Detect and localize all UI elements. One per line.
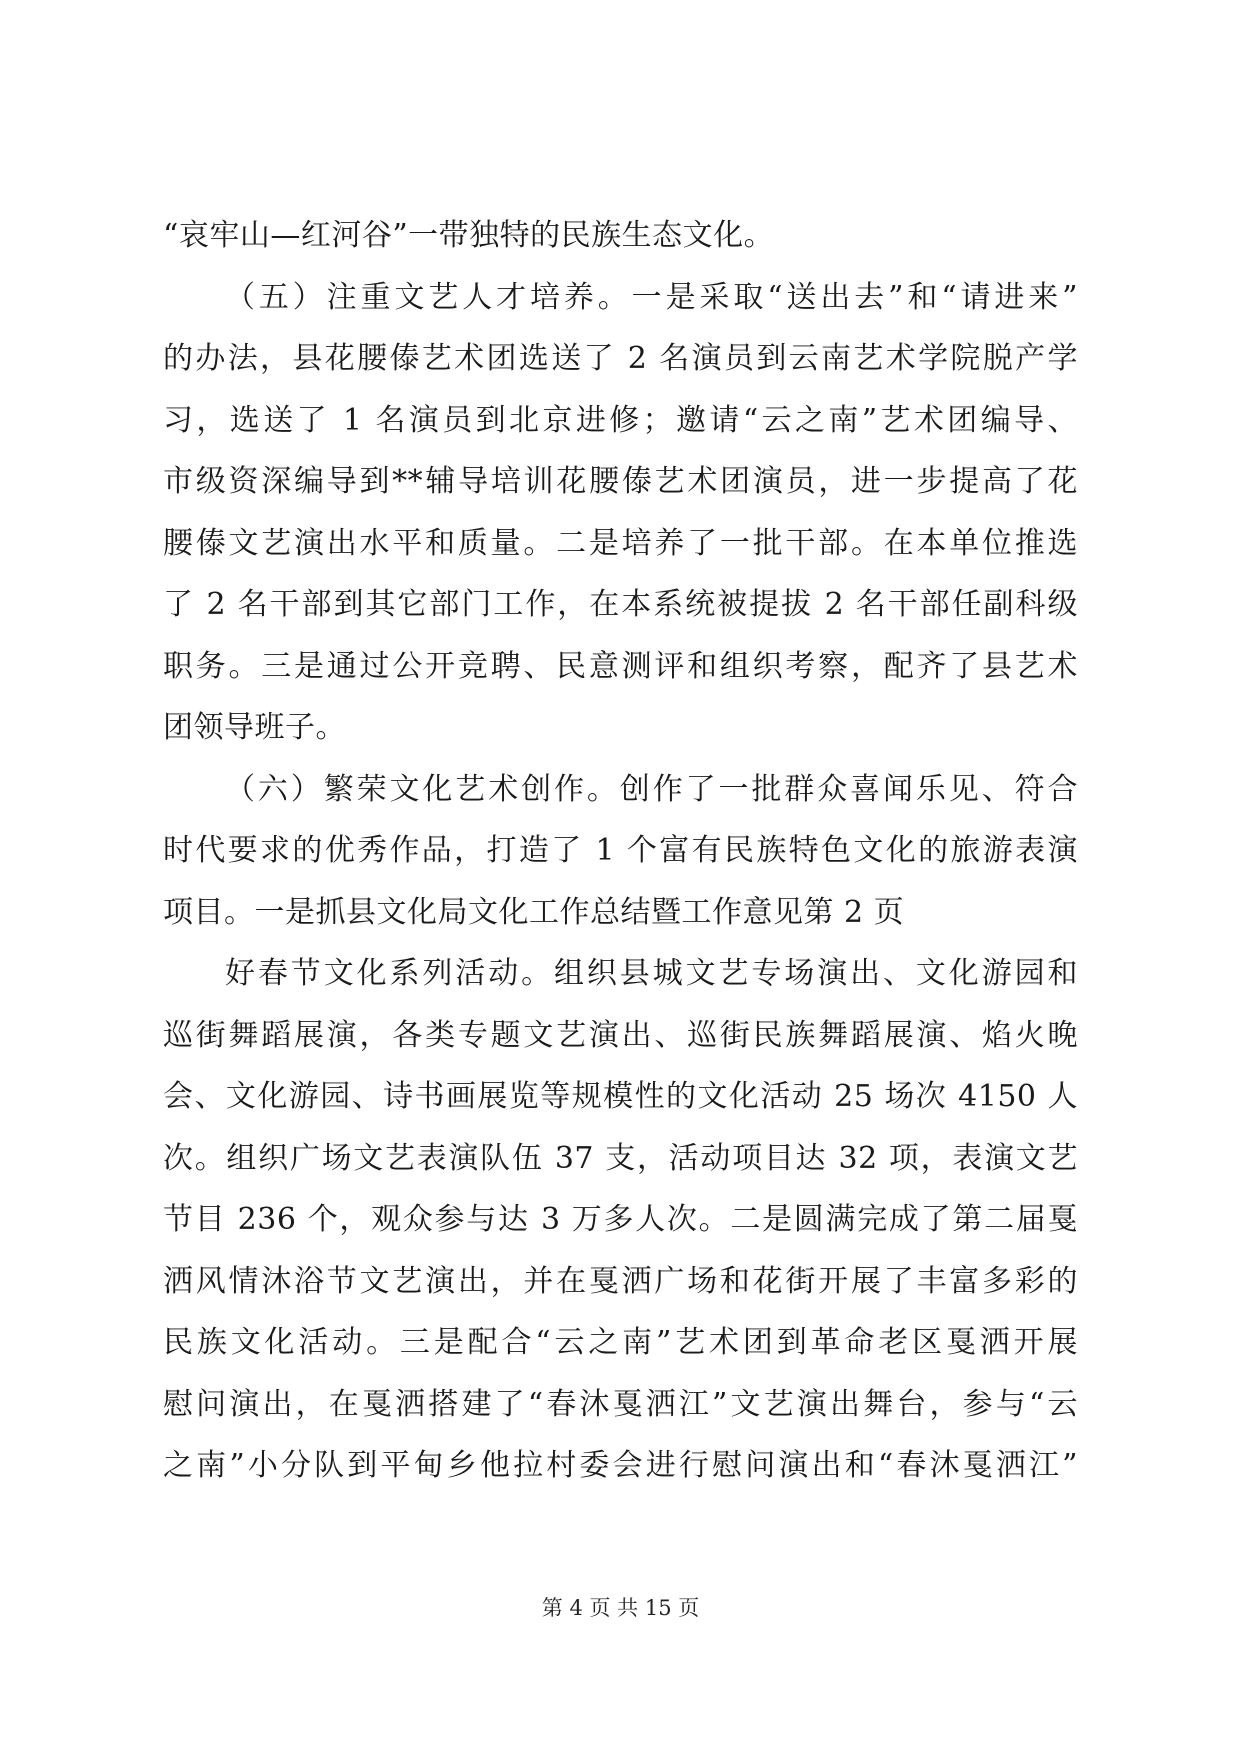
text-line: 洒风情沐浴节文艺演出，并在戛洒广场和花街开展了丰富多彩的 — [163, 1263, 1078, 1299]
text-line: 习，选送了 1 名演员到北京进修；邀请“云之南”艺术团编导、 — [163, 402, 1078, 438]
text-line: 民族文化活动。三是配合“云之南”艺术团到革命老区戛洒开展 — [163, 1325, 1078, 1360]
text-line: 市级资深编导到**辅导培训花腰傣艺术团演员，进一步提高了花 — [163, 464, 1078, 499]
text-line: 巡街舞蹈展演，各类专题文艺演出、巡街民族舞蹈展演、焰火晚 — [163, 1017, 1078, 1053]
paragraph-start-line: 好春节文化系列活动。组织县城文艺专场演出、文化游园和 — [225, 956, 1078, 991]
paragraph-start-line: （五）注重文艺人才培养。一是采取“送出去”和“请进来” — [225, 279, 1078, 315]
text-line: 项目。一是抓县文化局文化工作总结暨工作意见第 2 页 — [163, 894, 905, 930]
text-line: 慰问演出，在戛洒搭建了“春沐戛洒江”文艺演出舞台，参与“云 — [163, 1386, 1078, 1422]
page-number-footer: 第 4 页 共 15 页 — [541, 1596, 700, 1620]
text-line: 会、文化游园、诗书画展览等规模性的文化活动 25 场次 4150 人 — [163, 1079, 1078, 1114]
text-line: 次。组织广场文艺表演队伍 37 支，活动项目达 32 项，表演文艺 — [163, 1140, 1078, 1176]
text-line: 职务。三是通过公开竞聘、民意测评和组织考察，配齐了县艺术 — [163, 648, 1078, 684]
document-body — [163, 205, 1078, 1497]
text-line: 之南”小分队到平甸乡他拉村委会进行慰问演出和“春沐戛洒江” — [163, 1448, 1078, 1483]
text-line: 团领导班子。 — [163, 710, 346, 745]
text-line: 时代要求的优秀作品，打造了 1 个富有民族特色文化的旅游表演 — [163, 833, 1078, 868]
text-line: 的办法，县花腰傣艺术团选送了 2 名演员到云南艺术学院脱产学 — [163, 341, 1078, 376]
text-line: “哀牢山—红河谷”一带独特的民族生态文化。 — [163, 218, 775, 253]
text-line: 了 2 名干部到其它部门工作，在本系统被提拔 2 名干部任副科级 — [163, 587, 1078, 622]
text-line: 节目 236 个，观众参与达 3 万多人次。二是圆满完成了第二届戛 — [163, 1202, 1078, 1237]
text-line: 腰傣文艺演出水平和质量。二是培养了一批干部。在本单位推选 — [163, 525, 1078, 561]
paragraph-start-line: （六）繁荣文化艺术创作。创作了一批群众喜闻乐见、符合 — [225, 771, 1078, 807]
